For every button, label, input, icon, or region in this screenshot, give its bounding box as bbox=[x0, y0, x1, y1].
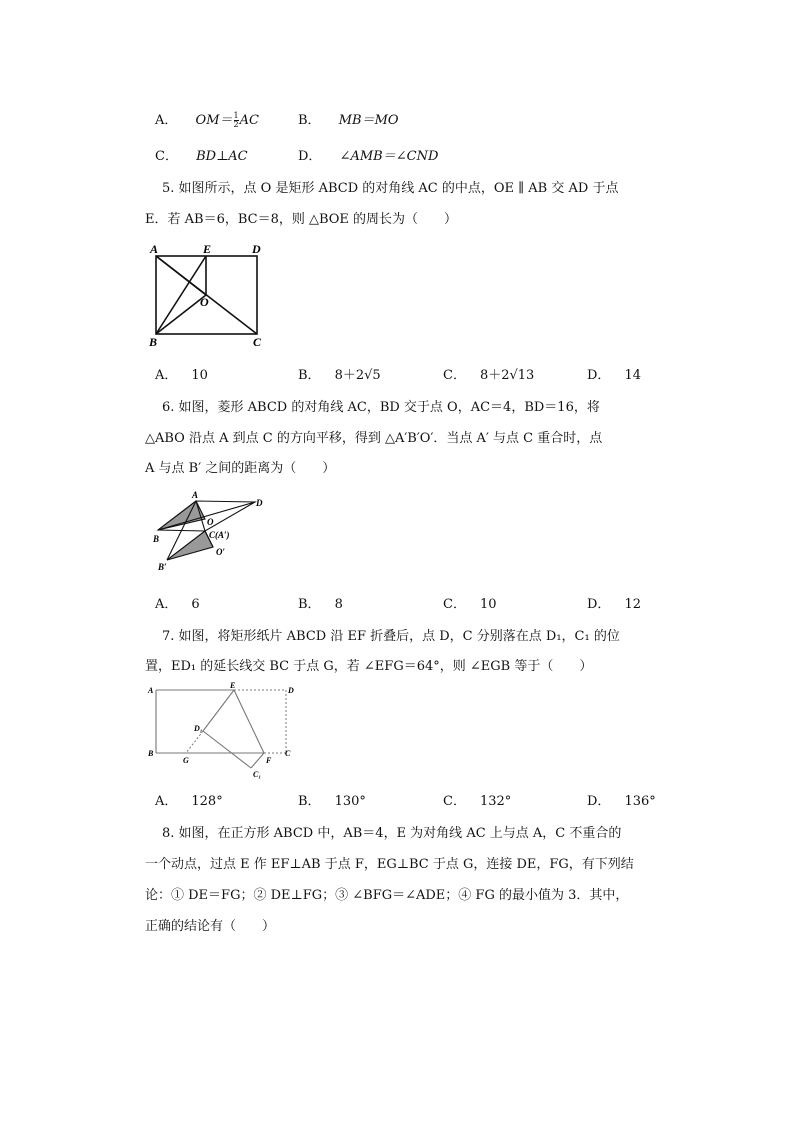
option-text: MB＝MO bbox=[338, 113, 399, 128]
option-text: ∠AMB＝∠CND bbox=[339, 149, 439, 164]
label-c: C bbox=[253, 335, 262, 349]
option-text: 136° bbox=[624, 794, 656, 809]
option-letter: C． bbox=[155, 149, 178, 164]
q8-stem-line4: 正确的结论有（ ） bbox=[145, 919, 276, 934]
q4-option-a bbox=[155, 109, 259, 129]
option-text: 10 bbox=[479, 597, 497, 612]
q5-option-a bbox=[155, 364, 208, 383]
option-letter: A． bbox=[155, 113, 178, 128]
fraction-numerator: 1 bbox=[233, 111, 239, 120]
q6-stem-line2: △ABO 沿点 A 到点 C 的方向平移，得到 △A′B′O′．当点 A′ 与点 C 重合时，点 bbox=[145, 431, 603, 446]
q7-option-c bbox=[443, 790, 511, 809]
label-c-a-prime: C(A′) bbox=[209, 530, 230, 540]
label-a: A bbox=[192, 490, 199, 500]
option-text: 130° bbox=[334, 794, 366, 809]
option-text: 12 bbox=[624, 597, 641, 612]
fraction-denominator: 2 bbox=[233, 120, 239, 129]
option-text: 6 bbox=[191, 597, 200, 612]
q6-stem-line1: 6. 如图，菱形 ABCD 的对角线 AC，BD 交于点 O，AC＝4，BD＝16，将 bbox=[162, 400, 600, 415]
label-b: B bbox=[149, 335, 158, 349]
q4-option-b bbox=[298, 109, 399, 128]
q5-figure bbox=[145, 238, 275, 350]
label-e: E bbox=[230, 681, 236, 690]
option-text: 8 bbox=[334, 597, 343, 612]
label-o: O bbox=[200, 295, 209, 309]
label-d1: D₁ bbox=[194, 724, 203, 733]
option-letter: C． bbox=[443, 794, 466, 809]
option-text: 8＋2√5 bbox=[334, 368, 381, 383]
q6-stem-line3: A 与点 B′ 之间的距离为（ ） bbox=[145, 461, 336, 476]
option-letter: A． bbox=[155, 794, 178, 809]
label-o-prime: O′ bbox=[216, 547, 226, 557]
option-letter: C． bbox=[443, 368, 466, 383]
label-b-prime: B′ bbox=[158, 562, 167, 572]
label-c: C bbox=[285, 749, 291, 758]
q7-stem-line1: 7. 如图，将矩形纸片 ABCD 沿 EF 折叠后，点 D，C 分别落在点 D₁，C₁ 的位 bbox=[162, 629, 620, 644]
q7-stem-line2: 置，ED₁ 的延长线交 BC 于点 G，若 ∠EFG＝64°，则 ∠EGB 等于（ ） bbox=[145, 659, 593, 674]
option-letter: A． bbox=[155, 597, 178, 612]
q7-option-b bbox=[298, 790, 366, 809]
label-e: E bbox=[203, 242, 212, 256]
label-b: B bbox=[148, 749, 154, 758]
q6-option-b bbox=[298, 593, 343, 612]
q6-option-a bbox=[155, 593, 200, 612]
option-letter: A． bbox=[155, 368, 178, 383]
option-text: 132° bbox=[479, 794, 512, 809]
option-text: BD⊥AC bbox=[196, 149, 248, 164]
label-c1: C₁ bbox=[253, 770, 262, 779]
option-text: OM＝ bbox=[195, 113, 233, 128]
option-letter: B． bbox=[298, 368, 321, 383]
option-letter: B． bbox=[298, 597, 321, 612]
q6-figure bbox=[145, 488, 275, 576]
option-text: 128° bbox=[191, 794, 223, 809]
option-text: 10 bbox=[191, 368, 208, 383]
q4-option-c bbox=[155, 145, 248, 164]
option-letter: D． bbox=[298, 149, 322, 164]
label-d: D bbox=[288, 686, 294, 695]
option-letter: C． bbox=[443, 597, 466, 612]
q8-stem-line2: 一个动点，过点 E 作 EF⊥AB 于点 F，EG⊥BC 于点 G，连接 DE，FG，有下列结 bbox=[145, 857, 634, 872]
label-d: D bbox=[256, 498, 263, 508]
q5-option-d bbox=[587, 364, 641, 383]
label-d: D bbox=[252, 242, 261, 256]
q8-stem-line3: 论：① DE＝FG；② DE⊥FG；③ ∠BFG＝∠ADE；④ FG 的最小值为 3．其中， bbox=[145, 888, 629, 903]
q7-option-d bbox=[587, 790, 656, 809]
q6-option-c bbox=[443, 593, 497, 612]
label-o: O bbox=[207, 517, 214, 527]
q7-option-a bbox=[155, 790, 223, 809]
label-g: G bbox=[183, 756, 189, 765]
label-a: A bbox=[148, 686, 154, 695]
q5-option-b bbox=[298, 364, 381, 383]
q5-stem-line2: E．若 AB＝6，BC＝8，则 △BOE 的周长为（ ） bbox=[145, 212, 458, 227]
option-letter: D． bbox=[587, 794, 611, 809]
q5-stem-line1: 5. 如图所示，点 O 是矩形 ABCD 的对角线 AC 的中点，OE ∥ AB 交 AD 于点 bbox=[162, 181, 619, 196]
option-text: 14 bbox=[624, 368, 641, 383]
label-b: B bbox=[153, 534, 160, 544]
q4-option-d bbox=[298, 145, 438, 164]
option-text: AC bbox=[239, 113, 259, 128]
option-letter: D． bbox=[587, 597, 611, 612]
option-letter: B． bbox=[298, 794, 321, 809]
option-letter: B． bbox=[298, 113, 321, 128]
q5-option-c bbox=[443, 364, 534, 383]
option-letter: D． bbox=[587, 368, 611, 383]
label-a: A bbox=[150, 242, 159, 256]
q6-option-d bbox=[587, 593, 641, 612]
q7-figure bbox=[145, 681, 305, 783]
label-f: F bbox=[266, 756, 272, 765]
option-text: 8＋2√13 bbox=[479, 368, 535, 383]
q8-stem-line1: 8. 如图，在正方形 ABCD 中，AB＝4，E 为对角线 AC 上与点 A，C 不重合的 bbox=[162, 826, 622, 841]
fraction bbox=[234, 112, 239, 129]
